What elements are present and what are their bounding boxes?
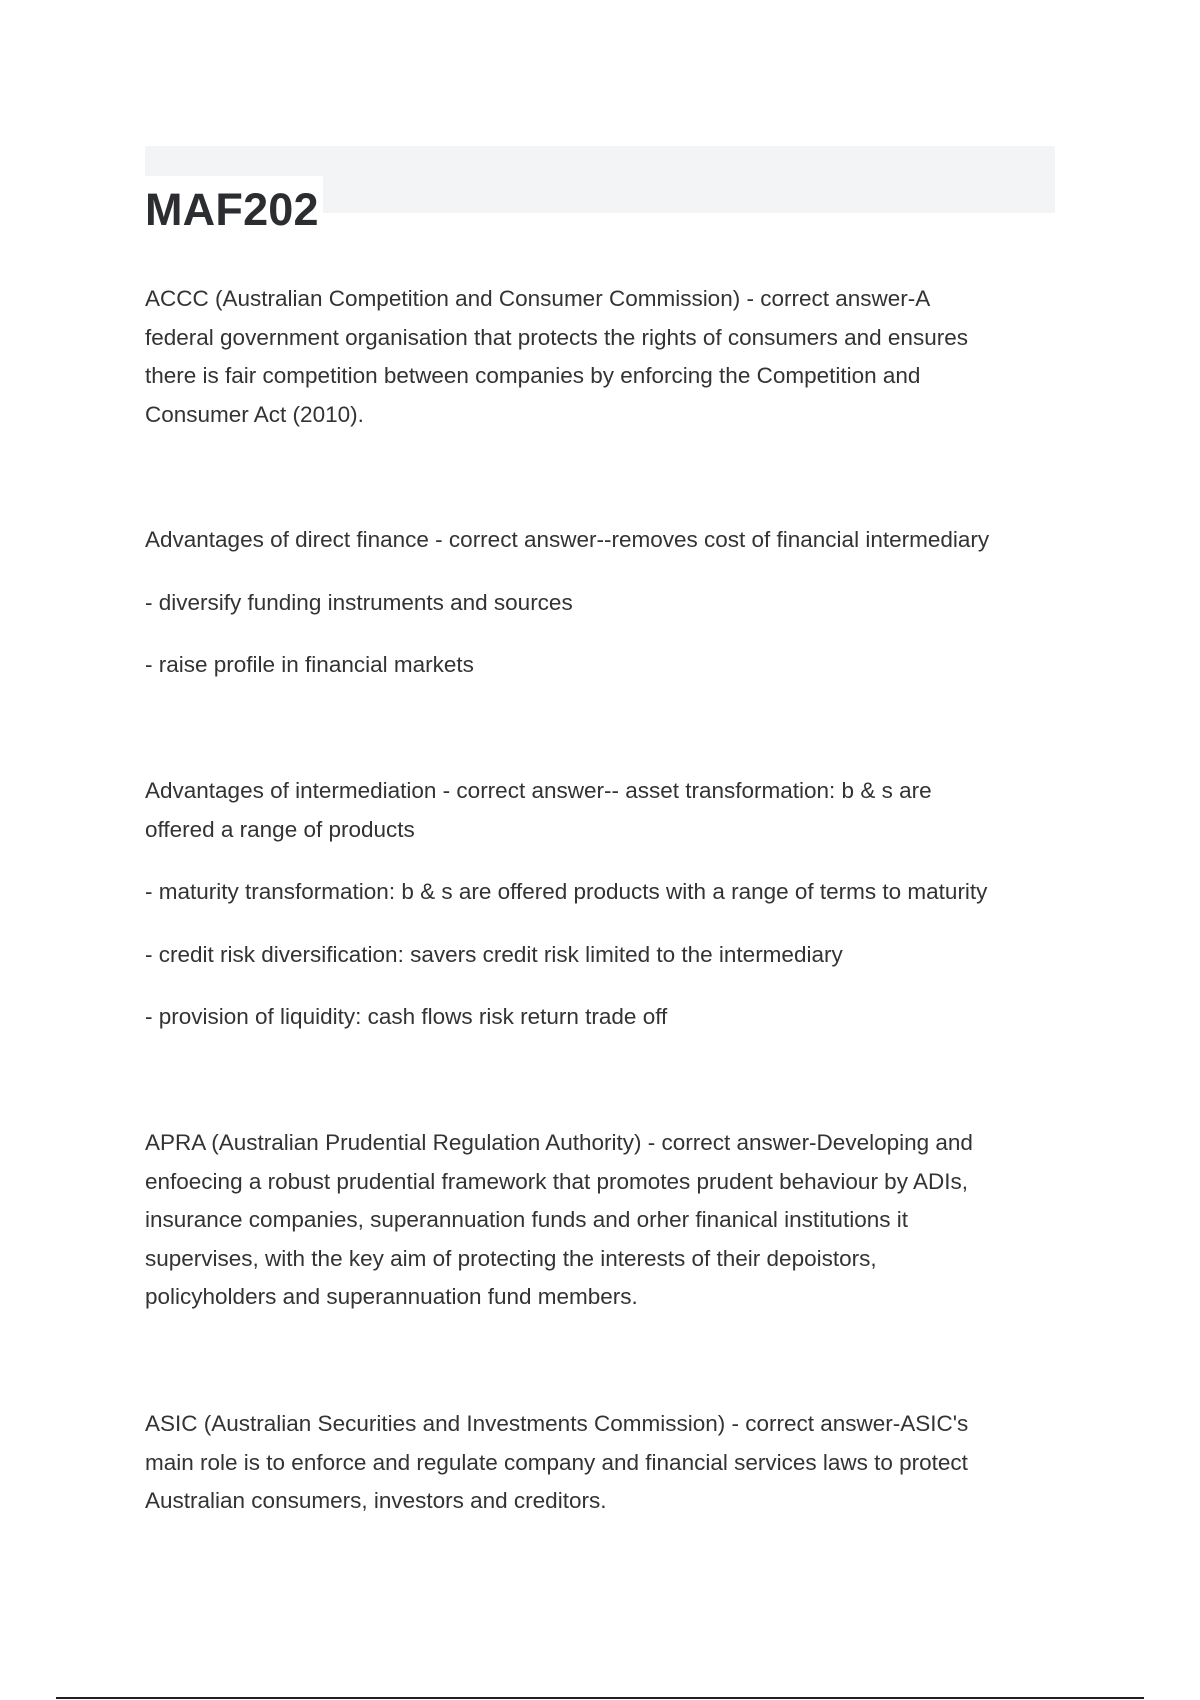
entry-line: Advantages of direct finance - correct answer--removes cost of financial intermediary [145, 527, 990, 552]
footer-divider [56, 1697, 1144, 1699]
entry-line: federal government organisation that protects the rights of consumers and ensures [145, 324, 968, 350]
bullet-line: - raise profile in financial markets [145, 652, 474, 677]
entry-line: APRA (Australian Prudential Regulation Authority) - correct answer-Developing and [145, 1130, 973, 1155]
entry-line: ASIC (Australian Securities and Investments Commission) - correct answer-ASIC's [145, 1411, 969, 1436]
entry-line: Consumer Act (2010). [145, 401, 364, 427]
entry-line: policyholders and superannuation fund members. [145, 1284, 638, 1309]
entry-accc [145, 280, 968, 434]
entry-line: offered a range of products [145, 816, 415, 842]
entry-line: ACCC (Australian Competition and Consumer Commission) - correct answer-A [145, 286, 931, 311]
bullet-line: - credit risk diversification: savers credit risk limited to the intermediary [145, 941, 843, 967]
bullet-line: - provision of liquidity: cash flows risk return trade off [145, 1004, 668, 1029]
entry-intermediation [145, 772, 987, 1037]
entry-direct-finance [145, 521, 989, 685]
entry-line: there is fair competition between companies by enforcing the Competition and [145, 363, 921, 388]
page-title: MAF202 [145, 176, 323, 243]
entry-line: Australian consumers, investors and creditors. [145, 1488, 607, 1513]
entry-line: Advantages of intermediation - correct answer-- asset transformation: b & s are [145, 778, 932, 803]
bullet-line: - diversify funding instruments and sources [145, 589, 573, 615]
entry-asic [145, 1405, 968, 1521]
entry-apra [145, 1124, 973, 1317]
entry-line: insurance companies, superannuation funds and orher finanical institutions it [145, 1207, 908, 1232]
entry-line: main role is to enforce and regulate company and financial services laws to protect [145, 1449, 968, 1475]
bullet-line: - maturity transformation: b & s are offered products with a range of terms to maturity [145, 879, 988, 904]
entry-line: supervises, with the key aim of protecting the interests of their depoistors, [145, 1245, 877, 1271]
entry-line: enfoecing a robust prudential framework that promotes prudent behaviour by ADIs, [145, 1168, 968, 1194]
